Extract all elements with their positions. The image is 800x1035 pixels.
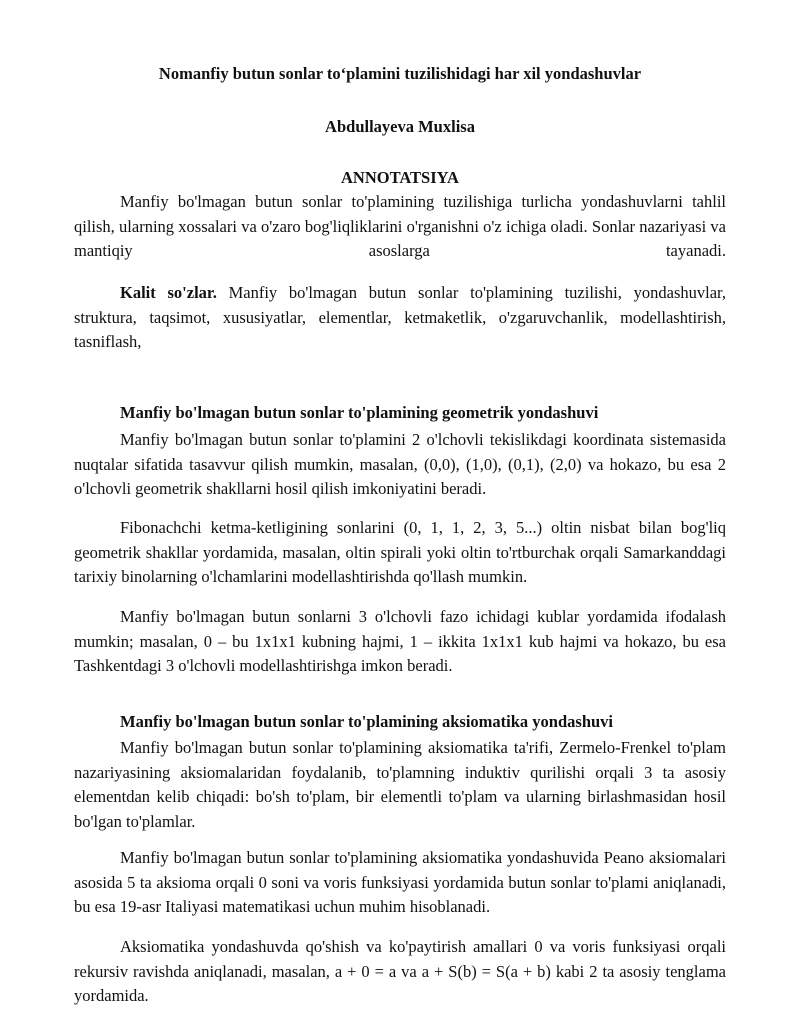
- keywords-label: Kalit so'zlar.: [120, 283, 217, 302]
- section-geometric-heading: Manfiy bo'lmagan butun sonlar to'plamining geometrik yondashuvi: [120, 403, 599, 422]
- section-axiomatic-paragraph-3: Aksiomatika yondashuvda qo'shish va ko'paytirish amallari 0 va voris funksiyasi orqali rekursiv ravishda aniqlanadi, masalan, a + 0 = a va a + S(b) = S(a + b) kabi 2 ta asosiy tenglama yordamida.: [74, 937, 726, 1005]
- keywords-paragraph: [74, 281, 726, 355]
- section-axiomatic-paragraph-1: Manfiy bo'lmagan butun sonlar to'plamining aksiomatika ta'rifi, Zermelo-Frenkel to'plam nazariyasining aksiomalaridan foydalanib, to'plamning induktiv qurilishi orqali 3 ta asosiy elementdan kelib chiqadi: bo'sh to'plam, bir elementli to'plam va ularning birlashmasidan hosil bo'lgan to'plamlar.: [74, 738, 726, 831]
- annotation-text: Manfiy bo'lmagan butun sonlar to'plamining tuzilishiga turlicha yondashuvlarni tahlil qilish, ularning xossalari va o'zaro bog'liqliklarini o'rganishni o'z ichiga oladi. Sonlar nazariyasi va mantiqiy asoslarga tayanadi.: [74, 192, 726, 260]
- section-axiomatic-paragraph-2: Manfiy bo'lmagan butun sonlar to'plamining aksiomatika yondashuvida Peano aksiomalari asosida 5 ta aksioma orqali 0 soni va voris funksiyasi yordamida butun sonlar to'plami aniqlanadi, bu esa 19-asr Italiyasi matematikasi uchun muhim hisoblanadi.: [74, 848, 726, 916]
- section-geometric-paragraph-3: Manfiy bo'lmagan butun sonlarni 3 o'lchovli fazo ichidagi kublar yordamida ifodalash mumkin; masalan, 0 – bu 1x1x1 kubning hajmi, 1 – ikkita 1x1x1 kub hajmi va hokazo, bu esa Tashkentdagi 3 o'lchovli modellashtirishga imkon beradi.: [74, 607, 726, 675]
- author-name: Abdullayeva Muxlisa: [325, 117, 475, 136]
- section-geometric-paragraph-2: Fibonachchi ketma-ketligining sonlarini (0, 1, 1, 2, 3, 5...) oltin nisbat bilan bog'liq geometrik shakllar yordamida, masalan, oltin spirali yoki oltin to'rtburchak orqali Samarkanddagi tarixiy binolarning o'lchamlarini modellashtirishda qo'llash mumkin.: [74, 518, 726, 586]
- section-axiomatic-heading: Manfiy bo'lmagan butun sonlar to'plamining aksiomatika yondashuvi: [120, 712, 614, 731]
- paper-title: Nomanfiy butun sonlar to‘plamini tuzilishidagi har xil yondashuvlar: [158, 64, 642, 83]
- keywords-text: Manfiy bo'lmagan butun sonlar to'plamining tuzilishi, yondashuvlar, struktura, taqsimot, xususiyatlar, elementlar, ketmaketlik, o'zgaruvchanlik, modellashtirish, tasniflash,: [74, 283, 726, 351]
- annotation-heading: ANNOTATSIYA: [341, 168, 459, 187]
- section-geometric-paragraph-1: Manfiy bo'lmagan butun sonlar to'plamini 2 o'lchovli tekislikdagi koordinata sistemasida nuqtalar sifatida tasavvur qilish mumkin, masalan, (0,0), (1,0), (0,1), (2,0) va hokazo, bu esa 2 o'lchovli geometrik shakllarni hosil qilish imkoniyatini beradi.: [74, 430, 726, 498]
